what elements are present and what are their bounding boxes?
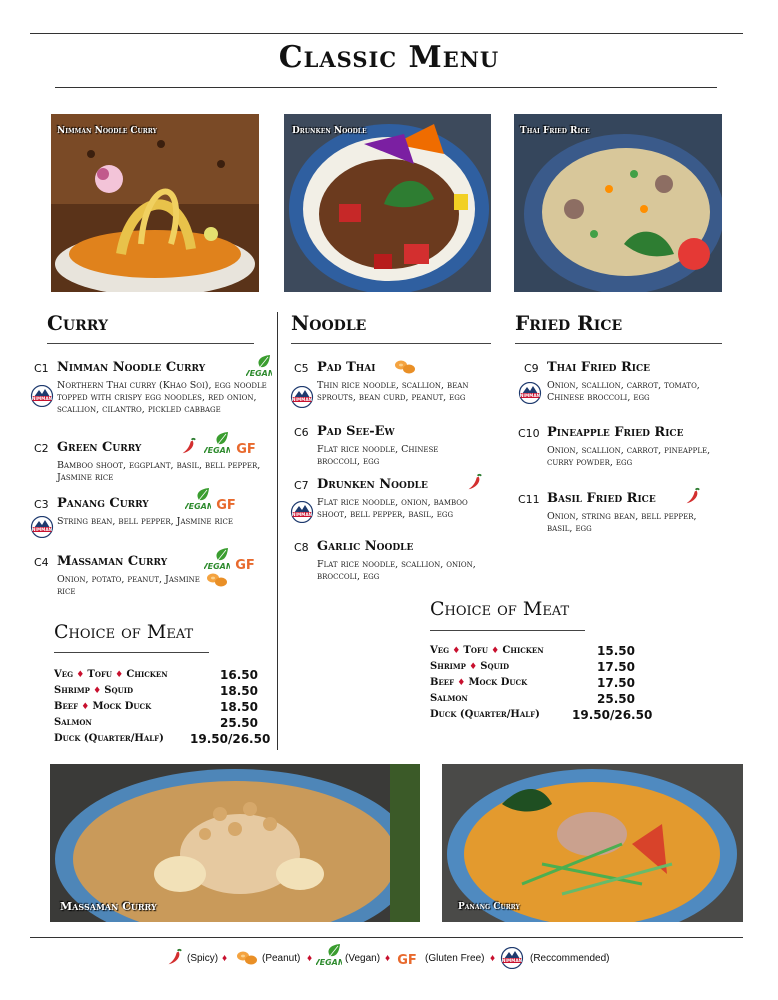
item-code: C2 (34, 442, 49, 455)
gluten-free-icon (214, 497, 238, 511)
meat-option: Duck (Quarter/Half) (430, 709, 540, 720)
photo-label-drunken: Drunken Noodle (292, 126, 367, 136)
item-description: Onion, potato, peanut, Jasmine rice (57, 574, 200, 597)
section-title-noodle: Noodle (291, 311, 367, 335)
item-name: Thai Fried Rice (547, 360, 651, 375)
meat-price: 25.50 (597, 692, 635, 706)
meat-rule-right (430, 630, 585, 631)
menu-item-c8 (294, 539, 494, 584)
title-underline (55, 87, 717, 88)
menu-item-c4 (34, 554, 274, 604)
meat-row (430, 677, 527, 688)
spicy-icon (465, 473, 483, 491)
meat-price: 17.50 (597, 676, 635, 690)
meat-option: Mock Duck (92, 701, 152, 712)
gluten-free-icon (233, 557, 257, 571)
photo-massaman-curry (50, 764, 420, 922)
item-code: C4 (34, 556, 49, 569)
item-name: Pad Thai (317, 360, 376, 375)
meat-row (54, 733, 164, 744)
diamond-separator: ♦ (449, 646, 464, 656)
recommended-icon (500, 947, 524, 969)
meat-price: 19.50/26.50 (190, 732, 271, 746)
diamond-separator: ♦ (385, 953, 391, 964)
menu-item-c1 (34, 360, 274, 430)
meat-price: 16.50 (220, 668, 258, 682)
item-description: Flat rice noodle, onion, bamboo shoot, bell pepper, basil, egg (317, 497, 468, 520)
meat-row (430, 693, 468, 704)
meat-option: Tofu (463, 645, 489, 656)
diamond-separator: ♦ (490, 953, 496, 964)
meat-row (430, 709, 540, 720)
meat-option: Mock Duck (468, 677, 528, 688)
photo-label-panang: Panang Curry (458, 902, 520, 912)
meat-row (430, 661, 509, 672)
photo-label-nimman: Nimman Noodle Curry (57, 126, 157, 136)
item-description: Onion, scallion, carrot, tomato, Chinese broccoli, egg (547, 380, 700, 403)
item-name: Pineapple Fried Rice (547, 425, 684, 440)
diamond-separator: ♦ (454, 678, 469, 688)
diamond-separator: ♦ (222, 953, 228, 964)
section-title-fried-rice: Fried Rice (515, 311, 623, 335)
recommended-icon (518, 382, 542, 404)
meat-row (54, 701, 151, 712)
vegan-icon (316, 944, 342, 966)
meat-option: Squid (480, 661, 510, 672)
item-description: Thin rice noodle, scallion, bean sprouts, bean curd, peanut, egg (317, 380, 469, 403)
legend-recommended: (Reccommended) (530, 953, 610, 964)
diamond-separator: ♦ (73, 670, 88, 680)
diamond-separator: ♦ (78, 702, 93, 712)
item-code: C3 (34, 498, 49, 511)
meat-option: Veg (430, 645, 450, 656)
meat-row (430, 645, 544, 656)
meat-option: Tofu (87, 669, 113, 680)
meat-option: Salmon (54, 717, 92, 728)
meat-rule-left (54, 652, 209, 653)
photo-label-massaman: Massaman Curry (60, 900, 157, 913)
section-rule-curry (47, 343, 254, 344)
item-code: C5 (294, 362, 309, 375)
item-name: Panang Curry (57, 496, 149, 511)
legend-gluten-free: (Gluten Free) (425, 953, 485, 964)
meat-option: Beef (430, 677, 455, 688)
menu-item-c5 (294, 360, 494, 420)
meat-option: Duck (Quarter/Half) (54, 733, 164, 744)
item-code: C7 (294, 479, 309, 492)
diamond-separator: ♦ (307, 953, 313, 964)
meat-option: Squid (104, 685, 134, 696)
section-rule-fried-rice (515, 343, 722, 344)
item-name: Drunken Noodle (317, 477, 428, 492)
legend-peanut: (Peanut) (262, 953, 301, 964)
peanut-icon (394, 359, 416, 375)
legend (0, 948, 778, 970)
meat-price: 18.50 (220, 684, 258, 698)
meat-price: 19.50/26.50 (572, 708, 653, 722)
vegan-icon (204, 548, 230, 570)
meat-option: Shrimp (430, 661, 466, 672)
recommended-icon (290, 386, 314, 408)
item-description: Flat rice noodle, Chinese broccoli, egg (317, 444, 439, 467)
photo-panang-curry (442, 764, 743, 922)
menu-item-c11 (518, 491, 738, 541)
diamond-separator: ♦ (465, 662, 481, 672)
item-name: Garlic Noodle (317, 539, 414, 554)
photo-nimman-noodle-curry (51, 114, 259, 292)
recommended-icon (290, 501, 314, 523)
legend-spicy: (Spicy) (187, 953, 219, 964)
spicy-icon (683, 487, 701, 505)
item-name: Green Curry (57, 440, 142, 455)
item-code: C6 (294, 426, 309, 439)
meat-price: 25.50 (220, 716, 258, 730)
item-description: String bean, bell pepper, Jasmine rice (57, 516, 234, 527)
item-description: Onion, scallion, carrot, pineapple, curry powder, egg (547, 445, 711, 468)
meat-price: 18.50 (220, 700, 258, 714)
menu-item-c7 (294, 477, 494, 537)
item-code: C8 (294, 541, 309, 554)
photo-thai-fried-rice (514, 114, 722, 292)
item-description: Bamboo shoot, eggplant, basil, bell pepper, Jasmine rice (57, 460, 261, 483)
item-code: C10 (518, 427, 540, 440)
meat-option: Salmon (430, 693, 468, 704)
item-name: Pad See-Ew (317, 424, 395, 439)
item-code: C11 (518, 493, 540, 506)
page-title: Classic Menu (278, 40, 500, 75)
item-description: Flat rice noodle, scallion, onion, broccoli, egg (317, 559, 476, 582)
vegan-icon (204, 432, 230, 454)
section-rule-noodle (291, 343, 491, 344)
item-code: C1 (34, 362, 49, 375)
vegan-icon (185, 488, 211, 510)
menu-item-c6 (294, 424, 494, 469)
vegan-icon (246, 355, 272, 377)
meat-option: Beef (54, 701, 79, 712)
item-name: Nimman Noodle Curry (57, 360, 206, 375)
meat-option: Shrimp (54, 685, 90, 696)
meat-title-left: Choice of Meat (54, 621, 194, 643)
recommended-icon (30, 516, 54, 538)
meat-option: Veg (54, 669, 74, 680)
meat-row (54, 685, 133, 696)
meat-row (54, 669, 168, 680)
bottom-rule (30, 937, 743, 938)
item-description: Onion, string bean, bell pepper, basil, egg (547, 511, 697, 534)
gluten-free-icon (234, 441, 258, 455)
menu-item-c10 (518, 425, 738, 475)
menu-item-c9 (524, 360, 734, 420)
section-title-curry: Curry (47, 311, 108, 335)
meat-option: Chicken (502, 645, 544, 656)
meat-price: 17.50 (597, 660, 635, 674)
diamond-separator: ♦ (488, 646, 503, 656)
peanut-icon (206, 572, 228, 588)
peanut-icon (236, 950, 258, 966)
photo-label-thai-fried: Thai Fried Rice (520, 126, 590, 136)
item-name: Massaman Curry (57, 554, 168, 569)
column-divider (277, 312, 278, 750)
menu-item-c2 (34, 440, 274, 490)
diamond-separator: ♦ (112, 670, 127, 680)
spicy-icon (165, 948, 183, 966)
meat-title-right: Choice of Meat (430, 598, 570, 620)
item-name: Basil Fried Rice (547, 491, 656, 506)
spicy-icon (179, 437, 197, 455)
legend-vegan: (Vegan) (345, 953, 381, 964)
item-code: C9 (524, 362, 539, 375)
item-description: Northern Thai curry (Khao Soi), egg noodle topped with crispy egg noodles, red onion, scallion, cilantro, pickled cabbage (57, 380, 267, 415)
diamond-separator: ♦ (89, 686, 105, 696)
meat-row (54, 717, 92, 728)
top-rule (30, 33, 743, 34)
meat-option: Chicken (126, 669, 168, 680)
recommended-icon (30, 385, 54, 407)
gluten-free-icon (395, 952, 419, 966)
meat-price: 15.50 (597, 644, 635, 658)
menu-item-c3 (34, 496, 274, 546)
photo-drunken-noodle (284, 114, 491, 292)
